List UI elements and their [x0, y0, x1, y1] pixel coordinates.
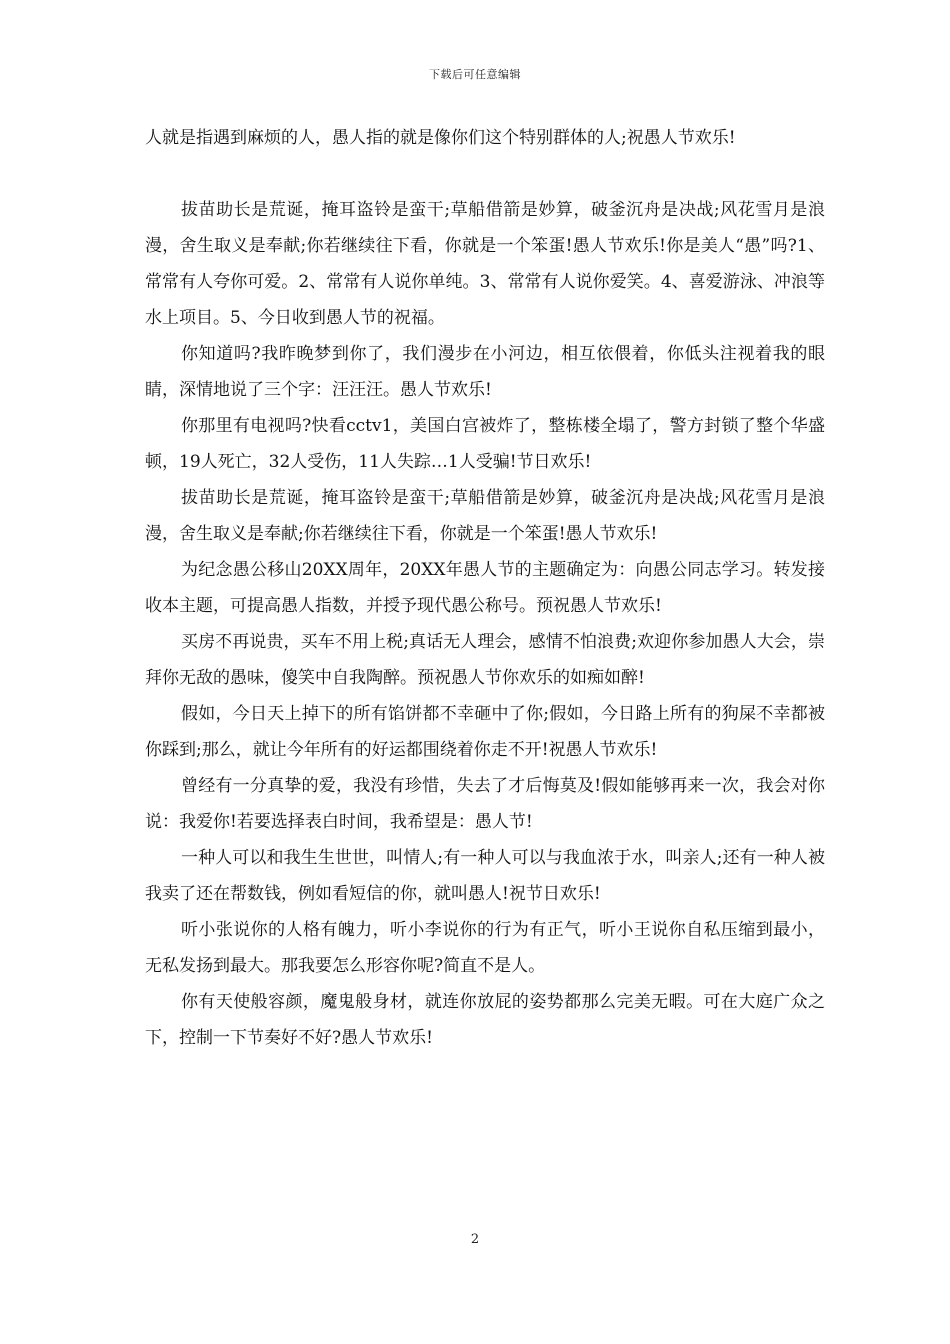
- paragraph: 拔苗助长是荒诞，掩耳盗铃是蛮干;草船借箭是妙算，破釜沉舟是决战;风花雪月是浪漫，舍生取义是奉献;你若继续往下看，你就是一个笨蛋!愚人节欢乐!: [145, 488, 825, 544]
- paragraph: 为纪念愚公移山20XX周年，20XX年愚人节的主题确定为：向愚公同志学习。转发接收本主题，可提高愚人指数，并授予现代愚公称号。预祝愚人节欢乐!: [145, 560, 825, 616]
- paragraph: 曾经有一分真挚的爱，我没有珍惜，失去了才后悔莫及!假如能够再来一次，我会对你说：我爱你!若要选择表白时间，我希望是：愚人节!: [145, 776, 825, 832]
- page-number: 2: [470, 1232, 480, 1247]
- paragraph: 假如，今日天上掉下的所有馅饼都不幸砸中了你;假如，今日路上所有的狗屎不幸都被你踩到;那么，就让今年所有的好运都围绕着你走不开!祝愚人节欢乐!: [145, 704, 825, 760]
- paragraph: 人就是指遇到麻烦的人，愚人指的就是像你们这个特别群体的人;祝愚人节欢乐!: [145, 128, 736, 148]
- paragraph: 你那里有电视吗?快看cctv1，美国白宫被炸了，整栋楼全塌了，警方封锁了整个华盛顿，19人死亡，32人受伤，11人失踪…1人受骗!节日欢乐!: [145, 416, 825, 472]
- paragraph: 听小张说你的人格有魄力，听小李说你的行为有正气，听小王说你自私压缩到最小，无私发扬到最大。那我要怎么形容你呢?简直不是人。: [145, 920, 825, 976]
- paragraph: 你知道吗?我昨晚梦到你了，我们漫步在小河边，相互依偎着，你低头注视着我的眼睛，深情地说了三个字：汪汪汪。愚人节欢乐!: [145, 344, 825, 400]
- page-header: 下载后可任意编辑: [429, 68, 521, 81]
- paragraph: 买房不再说贵，买车不用上税;真话无人理会，感情不怕浪费;欢迎你参加愚人大会，崇拜你无敌的愚味，傻笑中自我陶醉。预祝愚人节你欢乐的如痴如醉!: [145, 632, 825, 688]
- document-body: [145, 120, 825, 1056]
- paragraph: 一种人可以和我生生世世，叫情人;有一种人可以与我血浓于水，叫亲人;还有一种人被我卖了还在帮数钱，例如看短信的你，就叫愚人!祝节日欢乐!: [145, 848, 825, 904]
- paragraph: 拔苗助长是荒诞，掩耳盗铃是蛮干;草船借箭是妙算，破釜沉舟是决战;风花雪月是浪漫，舍生取义是奉献;你若继续往下看，你就是一个笨蛋!愚人节欢乐!你是美人“愚”吗?1、常常有人夸你可爱。2、常常有人说你单纯。3、常常有人说你爱笑。4、喜爱游泳、冲浪等水上项目。5、今日收到愚人节的祝福。: [145, 200, 825, 328]
- paragraph: 你有天使般容颜，魔鬼般身材，就连你放屁的姿势都那么完美无暇。可在大庭广众之下，控制一下节奏好不好?愚人节欢乐!: [145, 992, 825, 1048]
